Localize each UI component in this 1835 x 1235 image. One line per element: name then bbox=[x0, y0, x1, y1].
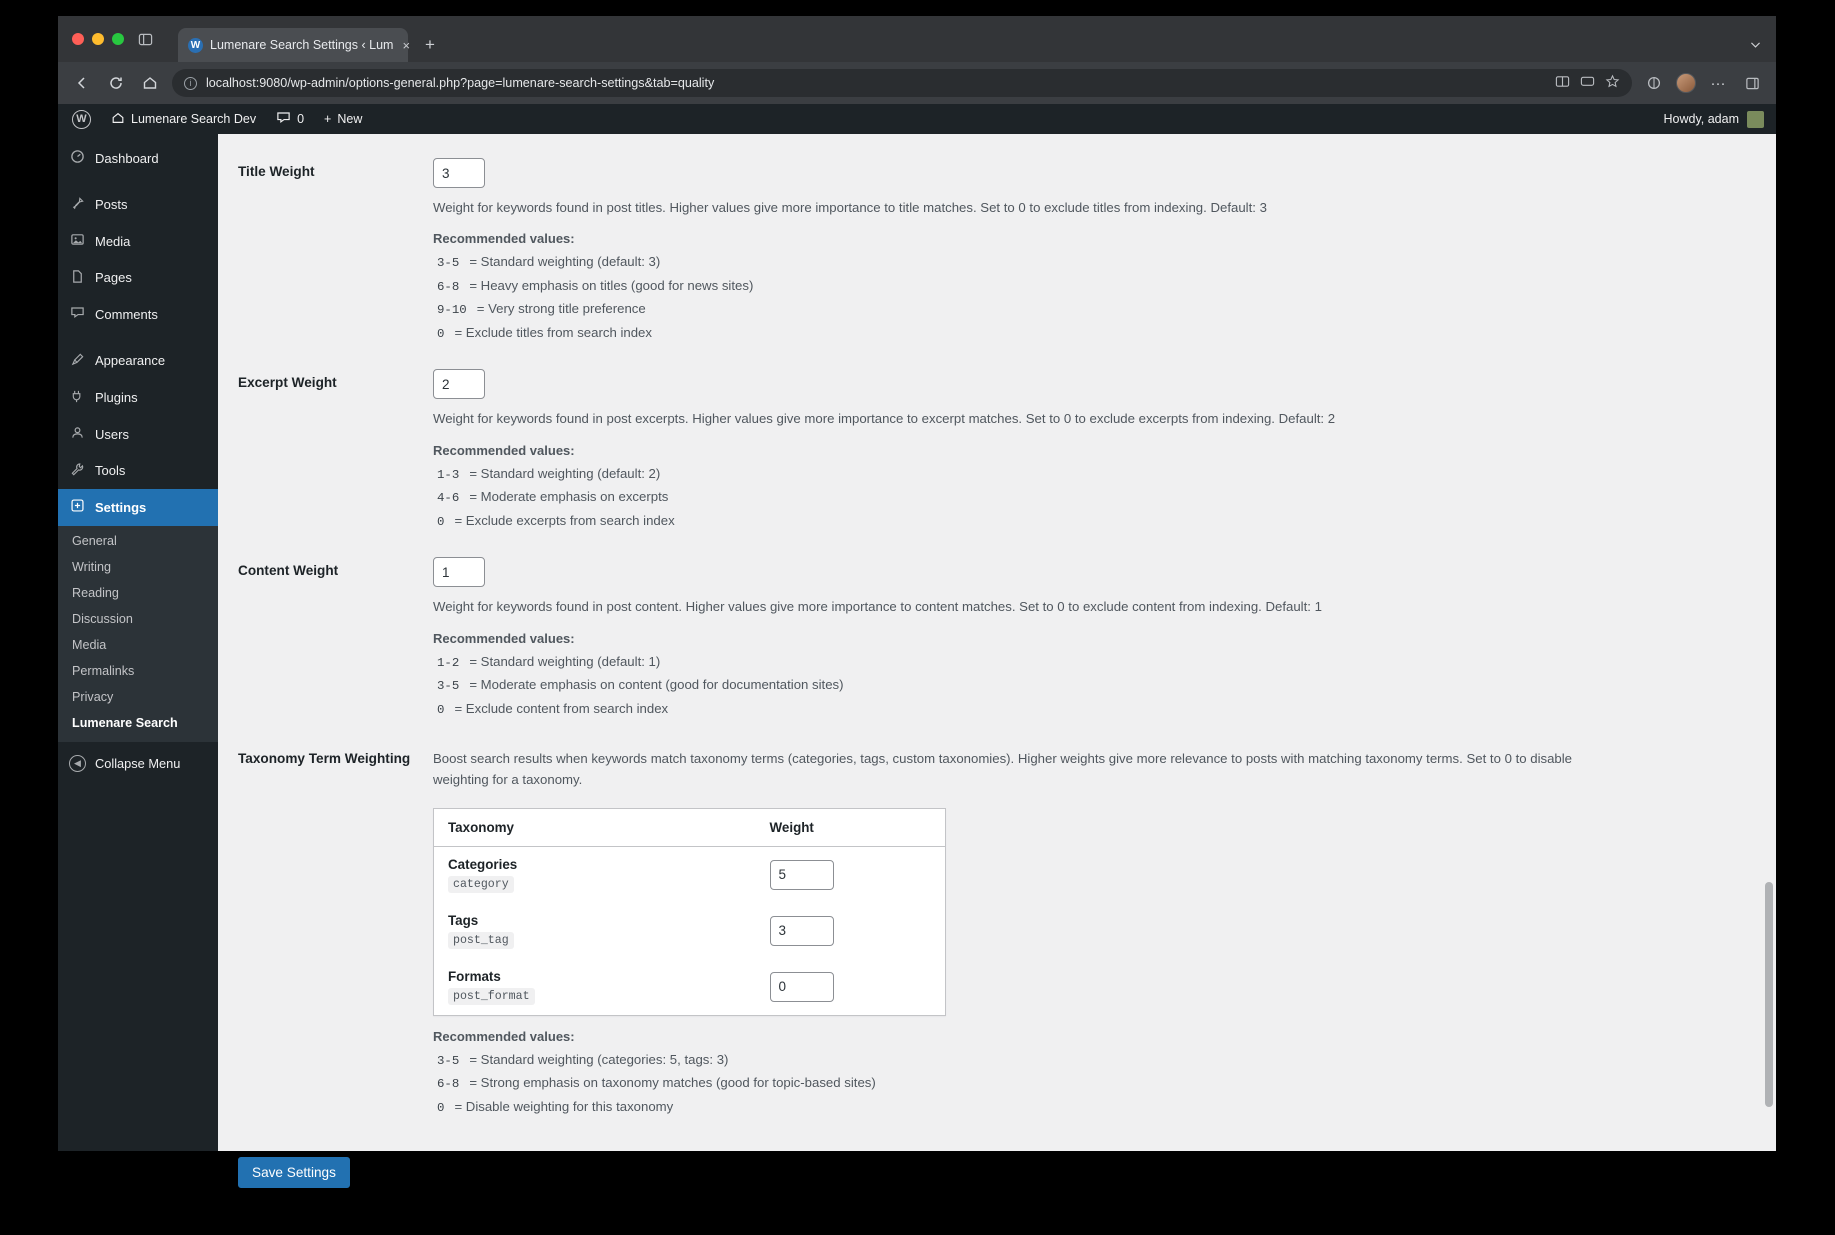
read-aloud-icon[interactable] bbox=[1580, 74, 1595, 92]
browser-toolbar bbox=[58, 62, 1776, 104]
column-header-taxonomy: Taxonomy bbox=[434, 808, 756, 846]
taxonomy-name: Categories bbox=[448, 856, 518, 872]
more-options-icon[interactable]: ··· bbox=[1710, 74, 1726, 92]
tabstrip-right-controls bbox=[1749, 38, 1762, 54]
media-icon bbox=[69, 232, 86, 251]
table-row bbox=[434, 846, 946, 903]
sidebar-item-settings[interactable] bbox=[58, 489, 218, 526]
wordpress-favicon: W bbox=[188, 38, 203, 53]
range-value: 3-5 bbox=[433, 1050, 463, 1072]
content-weight-input[interactable] bbox=[433, 557, 485, 587]
maximize-window-button[interactable] bbox=[112, 33, 124, 45]
back-icon[interactable] bbox=[70, 71, 94, 95]
browser-window bbox=[58, 16, 1776, 1181]
taxonomy-weight-input-category[interactable] bbox=[770, 860, 834, 890]
favorite-star-icon[interactable] bbox=[1605, 74, 1620, 92]
page-icon bbox=[69, 269, 86, 288]
range-value: 4-6 bbox=[433, 487, 463, 509]
list-item bbox=[433, 463, 1756, 486]
submenu-item-reading[interactable]: Reading bbox=[72, 585, 119, 600]
sidebar-item-label: Users bbox=[95, 426, 129, 442]
comment-icon bbox=[276, 110, 291, 128]
sidebar-item-label: Comments bbox=[95, 306, 158, 322]
submenu-item-general[interactable]: General bbox=[72, 533, 117, 548]
list-item bbox=[433, 1096, 1756, 1119]
collections-icon[interactable] bbox=[1740, 71, 1764, 95]
list-item bbox=[433, 275, 1756, 298]
minimize-window-button[interactable] bbox=[92, 33, 104, 45]
recommended-label: Recommended values: bbox=[433, 231, 575, 247]
taxonomy-name: Tags bbox=[448, 912, 479, 928]
range-value: 1-3 bbox=[433, 464, 463, 486]
field-description: Weight for keywords found in post titles. Higher values give more importance to title matches. Set to 0 to exclude titles from indexing. Default: 3 bbox=[433, 200, 1267, 215]
sidebar-item-label: Settings bbox=[95, 499, 147, 515]
list-item bbox=[433, 510, 1756, 533]
sidebar-item-label: Appearance bbox=[95, 353, 166, 369]
recommended-list bbox=[433, 1049, 1756, 1119]
submenu-item-lumenare-search[interactable]: Lumenare Search bbox=[72, 715, 178, 730]
range-value: 6-8 bbox=[433, 276, 463, 298]
brush-icon bbox=[69, 352, 86, 371]
table-row bbox=[434, 959, 946, 1016]
range-text: = Standard weighting (default: 1) bbox=[469, 653, 661, 669]
list-item bbox=[433, 651, 1756, 674]
recommended-label: Recommended values: bbox=[433, 442, 575, 458]
taxonomy-slug: post_tag bbox=[448, 932, 514, 949]
site-name-label: Lumenare Search Dev bbox=[131, 112, 257, 126]
extensions-icon[interactable] bbox=[1642, 71, 1666, 95]
new-content-link[interactable] bbox=[314, 104, 372, 134]
collapse-menu-button[interactable] bbox=[58, 742, 218, 781]
range-text: = Exclude titles from search index bbox=[454, 324, 652, 340]
chevron-left-icon: ◀ bbox=[69, 755, 86, 772]
browser-tab[interactable] bbox=[178, 28, 411, 62]
wrench-icon bbox=[69, 462, 86, 481]
sidebar-item-plugins[interactable] bbox=[58, 380, 218, 417]
menu-separator bbox=[58, 333, 218, 343]
tab-title: Lumenare Search Settings ‹ Lum bbox=[210, 38, 394, 52]
home-icon bbox=[111, 111, 125, 128]
recommended-list bbox=[433, 651, 1756, 721]
window-controls bbox=[72, 16, 172, 62]
home-icon[interactable] bbox=[138, 71, 162, 95]
split-screen-icon[interactable] bbox=[1555, 74, 1570, 92]
recommended-list bbox=[433, 463, 1756, 533]
list-item bbox=[433, 698, 1756, 721]
field-label: Excerpt Weight bbox=[238, 375, 337, 391]
range-text: = Very strong title preference bbox=[476, 301, 646, 317]
user-icon bbox=[69, 425, 86, 444]
addressbar-actions bbox=[1555, 74, 1620, 92]
submenu-item-privacy[interactable]: Privacy bbox=[72, 689, 114, 704]
submenu-item-discussion[interactable]: Discussion bbox=[72, 611, 133, 626]
comments-link[interactable] bbox=[266, 104, 314, 134]
url-text: localhost:9080/wp-admin/options-general.php?page=lumenare-search-settings&tab=quality bbox=[206, 76, 715, 90]
range-value: 0 bbox=[433, 699, 448, 721]
menu-separator bbox=[58, 177, 218, 187]
range-value: 1-2 bbox=[433, 652, 463, 674]
my-account-menu[interactable] bbox=[1664, 111, 1777, 128]
sidebar-item-appearance[interactable] bbox=[58, 343, 218, 380]
settings-submenu bbox=[58, 526, 218, 742]
field-label: Content Weight bbox=[238, 563, 339, 579]
scrollbar-thumb[interactable] bbox=[1765, 882, 1773, 1107]
sidebar-item-tools[interactable] bbox=[58, 453, 218, 490]
sidebar-item-comments[interactable] bbox=[58, 296, 218, 333]
sidebar-item-posts[interactable] bbox=[58, 187, 218, 224]
collapse-menu-label: Collapse Menu bbox=[95, 755, 181, 771]
title-weight-input[interactable] bbox=[433, 158, 485, 188]
content-scrollbar[interactable] bbox=[1765, 134, 1773, 1151]
range-text: = Exclude content from search index bbox=[454, 700, 669, 716]
admin-bar bbox=[58, 104, 1776, 134]
range-text: = Standard weighting (categories: 5, tags: 3) bbox=[469, 1051, 729, 1067]
sidebar-item-pages[interactable] bbox=[58, 260, 218, 297]
range-text: = Heavy emphasis on titles (good for news sites) bbox=[469, 277, 754, 293]
column-header-weight: Weight bbox=[756, 808, 946, 846]
field-content-weight bbox=[218, 543, 1776, 731]
list-item bbox=[433, 674, 1756, 697]
sidebar-item-label: Media bbox=[95, 233, 131, 249]
avatar[interactable] bbox=[1676, 73, 1696, 93]
admin-menu bbox=[58, 134, 218, 1151]
range-value: 0 bbox=[433, 511, 448, 533]
range-text: = Standard weighting (default: 3) bbox=[469, 254, 661, 270]
field-label: Title Weight bbox=[238, 164, 315, 179]
sidebar-toggle-icon[interactable] bbox=[132, 16, 158, 62]
range-value: 0 bbox=[433, 323, 448, 345]
reload-icon[interactable] bbox=[104, 71, 128, 95]
avatar bbox=[1747, 111, 1764, 128]
taxonomy-weight-table bbox=[433, 808, 946, 1016]
field-taxonomy-term-weighting bbox=[218, 731, 1776, 1129]
pin-icon bbox=[69, 196, 86, 215]
submit-area bbox=[218, 1129, 1776, 1218]
plus-icon: + bbox=[324, 112, 332, 126]
field-title-weight bbox=[218, 144, 1776, 355]
range-value: 3-5 bbox=[433, 252, 463, 274]
range-value: 9-10 bbox=[433, 299, 471, 321]
taxonomy-name: Formats bbox=[448, 968, 501, 984]
sidebar-item-dashboard[interactable] bbox=[58, 140, 218, 177]
range-text: = Standard weighting (default: 2) bbox=[469, 465, 661, 481]
taxonomy-slug: category bbox=[448, 876, 514, 893]
new-label: New bbox=[337, 112, 363, 126]
range-text: = Strong emphasis on taxonomy matches (good for topic-based sites) bbox=[469, 1075, 876, 1091]
sidebar-item-label: Dashboard bbox=[95, 150, 159, 166]
save-settings-button[interactable]: Save Settings bbox=[238, 1157, 350, 1188]
sidebar-item-media[interactable] bbox=[58, 223, 218, 260]
list-item bbox=[433, 1072, 1756, 1095]
taxonomy-weight-input-post-tag[interactable] bbox=[770, 916, 834, 946]
chevron-down-icon[interactable] bbox=[1749, 38, 1762, 54]
table-row bbox=[434, 903, 946, 959]
sidebar-item-users[interactable] bbox=[58, 416, 218, 453]
submenu-item-media[interactable]: Media bbox=[72, 637, 107, 652]
range-text: = Exclude excerpts from search index bbox=[454, 512, 675, 528]
taxonomy-slug: post_format bbox=[448, 988, 535, 1005]
close-window-button[interactable] bbox=[72, 33, 84, 45]
field-label: Taxonomy Term Weighting bbox=[238, 751, 411, 767]
info-icon[interactable]: i bbox=[184, 77, 197, 90]
field-description: Weight for keywords found in post content. Higher values give more importance to content matches. Set to 0 to exclude content from indexing. Default: 1 bbox=[433, 599, 1322, 615]
howdy-label: Howdy, adam bbox=[1663, 112, 1739, 126]
field-excerpt-weight bbox=[218, 355, 1776, 543]
sidebar-item-label: Pages bbox=[95, 270, 132, 286]
range-value: 3-5 bbox=[433, 675, 463, 697]
table-header-row bbox=[434, 808, 946, 846]
wordpress-logo-icon[interactable] bbox=[62, 104, 101, 134]
sidebar-item-label: Tools bbox=[95, 463, 126, 479]
new-tab-button[interactable]: + bbox=[425, 35, 435, 54]
list-item bbox=[433, 1049, 1756, 1072]
dashboard-icon bbox=[69, 149, 86, 168]
plug-icon bbox=[69, 389, 86, 408]
range-text: = Disable weighting for this taxonomy bbox=[454, 1098, 674, 1114]
sidebar-item-label: Posts bbox=[95, 197, 128, 213]
list-item bbox=[433, 486, 1756, 509]
sidebar-item-label: Plugins bbox=[95, 390, 138, 406]
list-item bbox=[433, 298, 1756, 321]
comment-icon bbox=[69, 305, 86, 324]
taxonomy-weight-input-post-format[interactable] bbox=[770, 972, 834, 1002]
recommended-label: Recommended values: bbox=[433, 630, 575, 646]
settings-icon bbox=[69, 498, 86, 517]
settings-content bbox=[218, 134, 1776, 1181]
close-icon[interactable]: × bbox=[402, 37, 411, 53]
submenu-item-permalinks[interactable]: Permalinks bbox=[72, 663, 135, 678]
wordpress-admin bbox=[58, 104, 1776, 1181]
field-description: Boost search results when keywords match taxonomy terms (categories, tags, custom taxonomies). Higher weights give more relevance to posts with matching taxonomy terms. Set to 0 to disable weighting for a taxonomy. bbox=[433, 751, 1573, 787]
excerpt-weight-input[interactable] bbox=[433, 369, 485, 399]
submenu-item-writing[interactable]: Writing bbox=[72, 559, 111, 574]
range-value: 0 bbox=[433, 1097, 448, 1119]
list-item bbox=[433, 322, 1756, 345]
range-text: = Moderate emphasis on excerpts bbox=[469, 489, 669, 505]
settings-form bbox=[218, 134, 1776, 1218]
address-bar[interactable] bbox=[172, 69, 1632, 97]
range-text: = Moderate emphasis on content (good for documentation sites) bbox=[469, 677, 844, 693]
recommended-label: Recommended values: bbox=[433, 1028, 575, 1044]
list-item bbox=[433, 251, 1756, 274]
admin-body bbox=[58, 134, 1776, 1181]
comments-count: 0 bbox=[297, 112, 305, 126]
field-description: Weight for keywords found in post excerpts. Higher values give more importance to excerpt matches. Set to 0 to exclude excerpts from indexing. Default: 2 bbox=[433, 411, 1336, 427]
site-name-link[interactable] bbox=[101, 104, 266, 134]
range-value: 6-8 bbox=[433, 1073, 463, 1095]
recommended-list bbox=[433, 251, 1756, 345]
tab-strip bbox=[58, 16, 1776, 62]
